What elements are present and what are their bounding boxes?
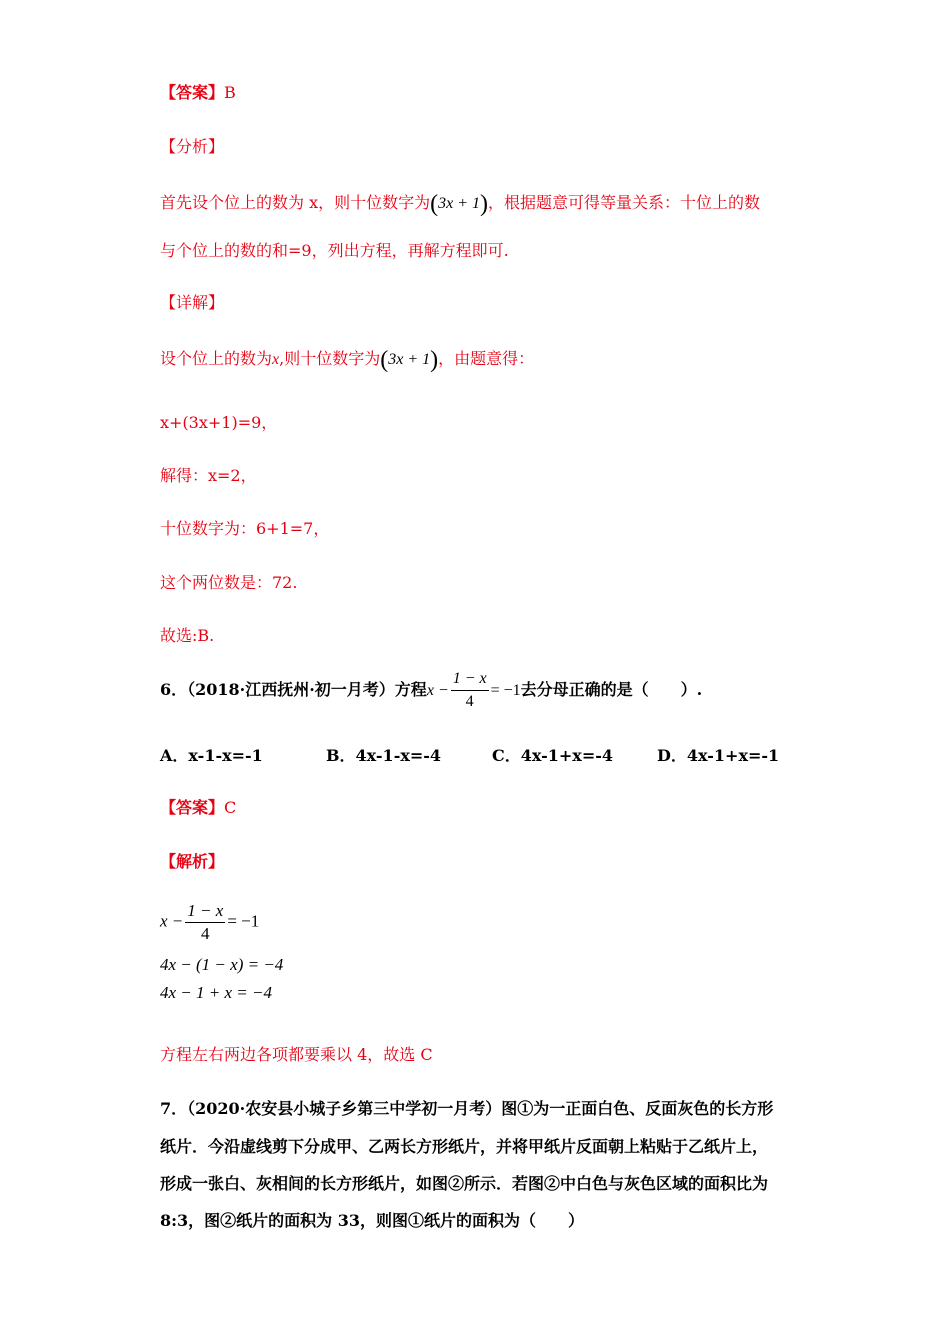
solution-step-3: 4x − 1 + x = −4 xyxy=(160,983,272,1002)
detail-line-1 xyxy=(160,346,534,374)
fraction: $\frac{1 - x}{4}$ xyxy=(452,670,487,710)
solution-step-2: 4x − (1 − x) = −4 xyxy=(160,955,284,974)
answer-value: B xyxy=(224,83,236,102)
question-6-prefix: 6．（2018·江西抚州·初一月考）方程 xyxy=(160,680,427,699)
answer-line-q6 xyxy=(160,795,236,818)
equation-step-1: x+(3x+1)=9， xyxy=(160,413,278,432)
analysis-text-a: 首先设个位上的数为 x，则十位数字为 xyxy=(160,193,431,212)
solution-tag: 【解析】 xyxy=(160,852,225,871)
question-6-suffix: 去分母正确的是（ ）. xyxy=(520,680,703,699)
option-d: D．4x-1+x=-1 xyxy=(657,746,780,765)
question-7-line-4: 8:3，图②纸片的面积为 33，则图①纸片的面积为（ ） xyxy=(160,1211,585,1230)
equation-step-4: 这个两位数是：72. xyxy=(160,573,298,592)
equation-step-5: 故选:B. xyxy=(160,626,215,645)
option-a: A．x-1-x=-1 xyxy=(160,746,263,765)
question-7-line-1: 7．（2020·农安县小城子乡第三中学初一月考）图①为一正面白色、反面灰色的长方形 xyxy=(160,1099,774,1118)
detail-tag: 【详解】 xyxy=(160,293,225,312)
expression-3x-plus-1: (3x + 1) xyxy=(430,191,489,217)
question-7-line-3: 形成一张白、灰相间的长方形纸片，如图②所示．若图②中白色与灰色区域的面积比为 xyxy=(160,1174,769,1193)
option-c: C．4x-1+x=-4 xyxy=(492,746,614,765)
equation-rhs: = −1 xyxy=(490,682,521,699)
answer-line-q5 xyxy=(160,80,236,103)
answer-tag: 【答案】 xyxy=(160,798,225,817)
analysis-tag: 【分析】 xyxy=(160,137,225,156)
detail-text-c: ，由题意得： xyxy=(438,349,535,368)
solution-step-1: x − $\frac{1 - x}{4}$ = −1 xyxy=(160,901,260,943)
detail-text-a: 设个位上的数为 xyxy=(160,349,273,368)
detail-text-b: ,则十位数字为 xyxy=(279,349,381,368)
question-6-stem: 6．（2018·江西抚州·初一月考）方程x − $\frac{1 - x}{4}$ = −1去分母正确的是（ ）. xyxy=(160,670,703,710)
analysis-line-2: 与个位上的数的和=9，列出方程，再解方程即可. xyxy=(160,241,509,260)
analysis-text-b: ，根据题意可得等量关系：十位上的数 xyxy=(488,193,761,212)
question-7-line-2: 纸片．今沿虚线剪下分成甲、乙两长方形纸片，并将甲纸片反面朝上粘贴于乙纸片上， xyxy=(160,1137,769,1156)
expression-3x-plus-1: (3x + 1) xyxy=(380,347,439,373)
equation-step-3: 十位数字为：6+1=7， xyxy=(160,519,330,538)
fraction: $\frac{1 - x}{4}$ xyxy=(187,901,224,943)
detail-variable: x xyxy=(272,351,280,368)
equation-step-2: 解得：x=2， xyxy=(160,466,257,485)
answer-value: C xyxy=(224,798,237,817)
solution-conclusion: 方程左右两边各项都要乘以 4，故选 C xyxy=(160,1045,433,1064)
answer-tag: 【答案】 xyxy=(160,83,225,102)
analysis-line-1 xyxy=(160,190,760,218)
option-b: B．4x-1-x=-4 xyxy=(326,746,442,765)
